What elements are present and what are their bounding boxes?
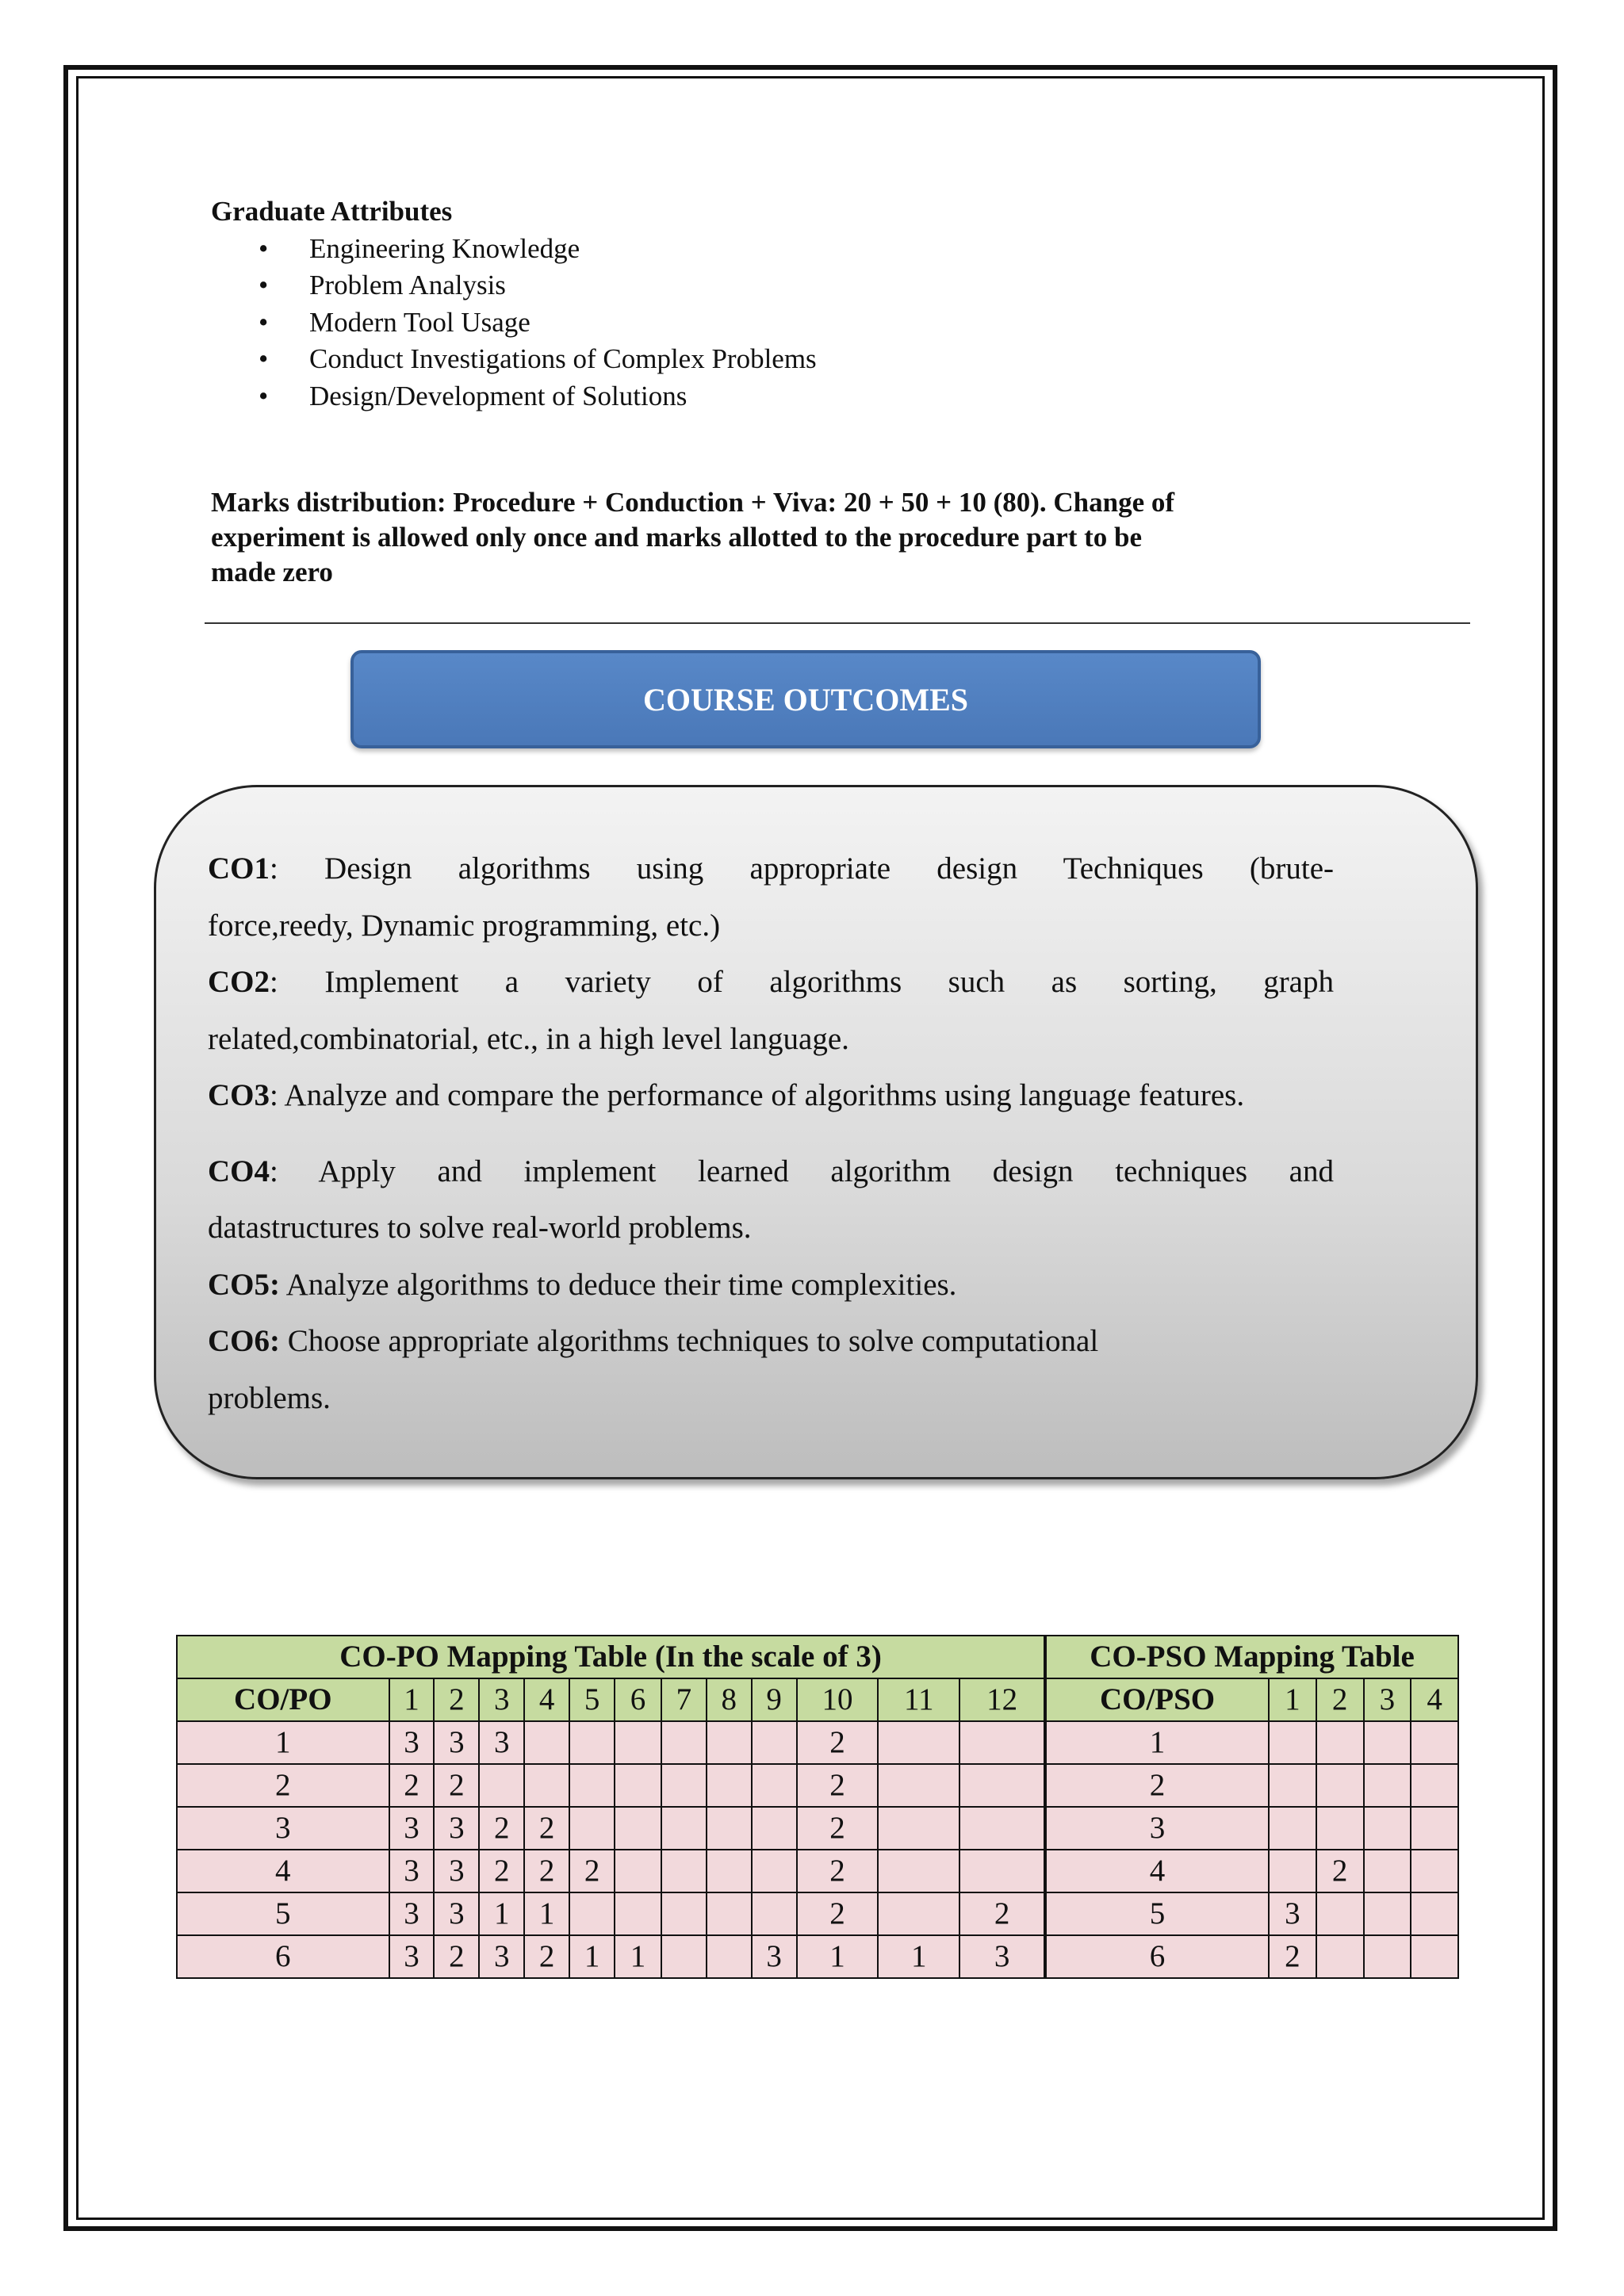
co6-text: Choose appropriate algorithms techniques to solve computational (280, 1324, 1099, 1358)
table-cell: 2 (797, 1807, 879, 1850)
co1-id: CO1 (208, 851, 270, 886)
co-po-column-header: 12 (959, 1678, 1044, 1721)
table-cell (707, 1764, 752, 1807)
table-cell: 3 (389, 1935, 435, 1978)
table-cell (1364, 1721, 1411, 1764)
table-cell (1269, 1807, 1316, 1850)
co-po-column-header: 2 (434, 1678, 479, 1721)
marks-distribution (211, 485, 1305, 590)
co-po-row-label: 5 (177, 1892, 389, 1935)
table-cell (1364, 1892, 1411, 1935)
co2-text: : Implement a variety of algorithms such as sorting, graph (270, 965, 1334, 999)
table-cell: 3 (1269, 1892, 1316, 1935)
table-cell (707, 1850, 752, 1892)
co-pso-column-header: 3 (1364, 1678, 1411, 1721)
table-row (1046, 1935, 1458, 1978)
table-cell: 3 (434, 1721, 479, 1764)
graduate-attributes-list (211, 231, 817, 415)
co-po-row-label: 3 (177, 1807, 389, 1850)
table-cell (752, 1721, 797, 1764)
co-po-column-header: 5 (569, 1678, 615, 1721)
table-row (177, 1721, 1044, 1764)
table-cell (615, 1850, 661, 1892)
table-cell (1364, 1807, 1411, 1850)
table-cell (1316, 1807, 1364, 1850)
table-cell: 2 (479, 1850, 524, 1892)
table-cell (1364, 1935, 1411, 1978)
co-po-column-header: 4 (524, 1678, 569, 1721)
table-row (177, 1935, 1044, 1978)
co3-id: CO3 (208, 1078, 270, 1112)
table-cell: 2 (389, 1764, 435, 1807)
table-cell: 2 (1316, 1850, 1364, 1892)
table-cell (878, 1850, 959, 1892)
co2-id: CO2 (208, 965, 270, 999)
table-cell (707, 1721, 752, 1764)
table-cell: 3 (434, 1892, 479, 1935)
table-cell (707, 1807, 752, 1850)
table-cell: 2 (524, 1850, 569, 1892)
table-cell (707, 1892, 752, 1935)
co2-line2: related,combinatorial, etc., in a high level language. (208, 1021, 849, 1056)
table-cell (959, 1807, 1044, 1850)
table-cell: 1 (615, 1935, 661, 1978)
co-po-row-label: 1 (177, 1721, 389, 1764)
table-cell: 3 (434, 1807, 479, 1850)
table-cell: 2 (1269, 1935, 1316, 1978)
co-pso-row-label: 4 (1046, 1850, 1269, 1892)
table-cell: 3 (389, 1850, 435, 1892)
table-cell (569, 1892, 615, 1935)
table-cell (1316, 1892, 1364, 1935)
table-cell: 1 (479, 1892, 524, 1935)
table-row (1046, 1807, 1458, 1850)
table-cell (615, 1807, 661, 1850)
table-cell: 2 (434, 1935, 479, 1978)
co-pso-row-label: 2 (1046, 1764, 1269, 1807)
marks-line: made zero (211, 557, 333, 587)
co-pso-row-label: 3 (1046, 1807, 1269, 1850)
table-cell (752, 1807, 797, 1850)
table-cell (524, 1721, 569, 1764)
table-cell: 2 (797, 1764, 879, 1807)
list-item-text: Conduct Investigations of Complex Problems (309, 343, 817, 374)
table-cell: 2 (524, 1807, 569, 1850)
co3-text: : Analyze and compare the performance of algorithms using language features. (270, 1078, 1245, 1112)
co-pso-corner-header: CO/PSO (1046, 1678, 1269, 1721)
table-cell: 2 (797, 1892, 879, 1935)
table-cell (479, 1764, 524, 1807)
table-cell (569, 1764, 615, 1807)
table-cell (1316, 1764, 1364, 1807)
table-cell (959, 1764, 1044, 1807)
table-cell: 3 (389, 1721, 435, 1764)
co1-line1 (208, 840, 1334, 897)
table-cell: 2 (434, 1764, 479, 1807)
bullet-icon: • (259, 270, 269, 300)
co5-text: Analyze algorithms to deduce their time complexities. (280, 1267, 957, 1302)
table-cell: 3 (479, 1935, 524, 1978)
table-cell (707, 1935, 752, 1978)
table-cell (615, 1721, 661, 1764)
table-row (177, 1850, 1044, 1892)
table-cell: 3 (389, 1807, 435, 1850)
co6-line2: problems. (208, 1380, 331, 1415)
co-pso-row-label: 5 (1046, 1892, 1269, 1935)
table-cell (752, 1850, 797, 1892)
table-row (1046, 1892, 1458, 1935)
table-cell: 2 (797, 1721, 879, 1764)
table-cell (615, 1764, 661, 1807)
list-item (211, 231, 817, 268)
list-item (211, 341, 817, 378)
list-item (211, 267, 817, 304)
bullet-icon: • (259, 232, 269, 264)
list-item-text: Problem Analysis (309, 270, 506, 300)
table-cell: 2 (797, 1850, 879, 1892)
table-cell (1411, 1935, 1458, 1978)
table-cell (1411, 1807, 1458, 1850)
co-po-row-label: 6 (177, 1935, 389, 1978)
co1-line2: force,reedy, Dynamic programming, etc.) (208, 908, 721, 943)
co6-id: CO6: (208, 1324, 280, 1358)
co4-line2: datastructures to solve real-world problems. (208, 1211, 752, 1245)
table-cell (1316, 1935, 1364, 1978)
table-cell (661, 1850, 707, 1892)
section-divider (205, 622, 1470, 624)
list-item (211, 378, 817, 415)
co4-id: CO4 (208, 1154, 270, 1188)
table-cell (878, 1892, 959, 1935)
co-po-mapping-table (176, 1635, 1045, 1979)
co-po-row-label: 4 (177, 1850, 389, 1892)
table-cell: 1 (569, 1935, 615, 1978)
table-cell (1316, 1721, 1364, 1764)
spacer (208, 1124, 1334, 1143)
co-po-column-header: 3 (479, 1678, 524, 1721)
table-cell: 3 (389, 1892, 435, 1935)
table-cell: 3 (479, 1721, 524, 1764)
table-row (1046, 1764, 1458, 1807)
bullet-icon: • (259, 380, 269, 411)
course-outcomes-text (208, 840, 1334, 1426)
co-po-column-header: 11 (878, 1678, 959, 1721)
co-pso-mapping-table (1045, 1635, 1459, 1979)
table-cell (878, 1807, 959, 1850)
table-cell (524, 1764, 569, 1807)
co-po-column-header: 8 (707, 1678, 752, 1721)
table-cell: 2 (479, 1807, 524, 1850)
table-cell (1364, 1764, 1411, 1807)
table-cell: 1 (797, 1935, 879, 1978)
table-cell (569, 1721, 615, 1764)
table-row (177, 1892, 1044, 1935)
table-row (1046, 1721, 1458, 1764)
table-cell (661, 1892, 707, 1935)
table-cell (1269, 1850, 1316, 1892)
co-pso-row-label: 6 (1046, 1935, 1269, 1978)
table-cell (752, 1892, 797, 1935)
graduate-attributes (211, 193, 817, 415)
table-cell: 3 (752, 1935, 797, 1978)
co4-line1 (208, 1143, 1334, 1200)
table-cell: 2 (569, 1850, 615, 1892)
co-po-corner-header: CO/PO (177, 1678, 389, 1721)
co-pso-column-header: 4 (1411, 1678, 1458, 1721)
co2-line1 (208, 954, 1334, 1011)
co-pso-row-label: 1 (1046, 1721, 1269, 1764)
table-cell (661, 1807, 707, 1850)
list-item-text: Design/Development of Solutions (309, 380, 688, 411)
table-cell: 3 (434, 1850, 479, 1892)
co-po-column-header: 7 (661, 1678, 707, 1721)
co-po-column-header: 6 (615, 1678, 661, 1721)
co-po-row-label: 2 (177, 1764, 389, 1807)
table-row (177, 1807, 1044, 1850)
table-cell (1411, 1721, 1458, 1764)
bullet-icon: • (259, 343, 269, 374)
table-cell: 3 (959, 1935, 1044, 1978)
course-outcomes-banner: COURSE OUTCOMES (350, 650, 1261, 748)
table-cell: 2 (959, 1892, 1044, 1935)
co-pso-column-header: 2 (1316, 1678, 1364, 1721)
marks-line: experiment is allowed only once and marks allotted to the procedure part to be (211, 522, 1143, 553)
table-cell (1364, 1850, 1411, 1892)
table-cell (569, 1807, 615, 1850)
bullet-icon: • (259, 306, 269, 338)
table-cell (661, 1764, 707, 1807)
table-cell (1269, 1764, 1316, 1807)
marks-line: Marks distribution: Procedure + Conduction + Viva: 20 + 50 + 10 (80). Change of (211, 487, 1175, 518)
table-cell (752, 1764, 797, 1807)
co-po-column-header: 9 (752, 1678, 797, 1721)
co-po-table-title: CO-PO Mapping Table (In the scale of 3) (177, 1636, 1044, 1678)
co-po-column-header: 10 (797, 1678, 879, 1721)
list-item-text: Engineering Knowledge (309, 232, 580, 264)
co1-text: : Design algorithms using appropriate design Techniques (brute- (270, 851, 1334, 886)
co5-id: CO5: (208, 1267, 280, 1302)
table-cell: 2 (524, 1935, 569, 1978)
co4-text: : Apply and implement learned algorithm design techniques and (270, 1154, 1334, 1188)
list-item-text: Modern Tool Usage (309, 306, 530, 338)
table-cell (1411, 1850, 1458, 1892)
table-row (1046, 1850, 1458, 1892)
table-cell (1269, 1721, 1316, 1764)
table-row (177, 1764, 1044, 1807)
co3-line1 (208, 1067, 1334, 1124)
graduate-attributes-title: Graduate Attributes (211, 196, 453, 227)
co-po-column-header: 1 (389, 1678, 435, 1721)
table-cell (878, 1721, 959, 1764)
table-cell (1411, 1892, 1458, 1935)
co-pso-table-title: CO-PSO Mapping Table (1046, 1636, 1458, 1678)
list-item (211, 304, 817, 342)
table-cell (878, 1764, 959, 1807)
table-cell (615, 1892, 661, 1935)
table-cell (661, 1935, 707, 1978)
co6-line1 (208, 1313, 1334, 1370)
co-pso-column-header: 1 (1269, 1678, 1316, 1721)
table-cell (959, 1850, 1044, 1892)
table-cell (959, 1721, 1044, 1764)
table-cell (1411, 1764, 1458, 1807)
table-cell (661, 1721, 707, 1764)
table-cell: 1 (524, 1892, 569, 1935)
table-cell: 1 (878, 1935, 959, 1978)
co5-line1 (208, 1257, 1334, 1314)
